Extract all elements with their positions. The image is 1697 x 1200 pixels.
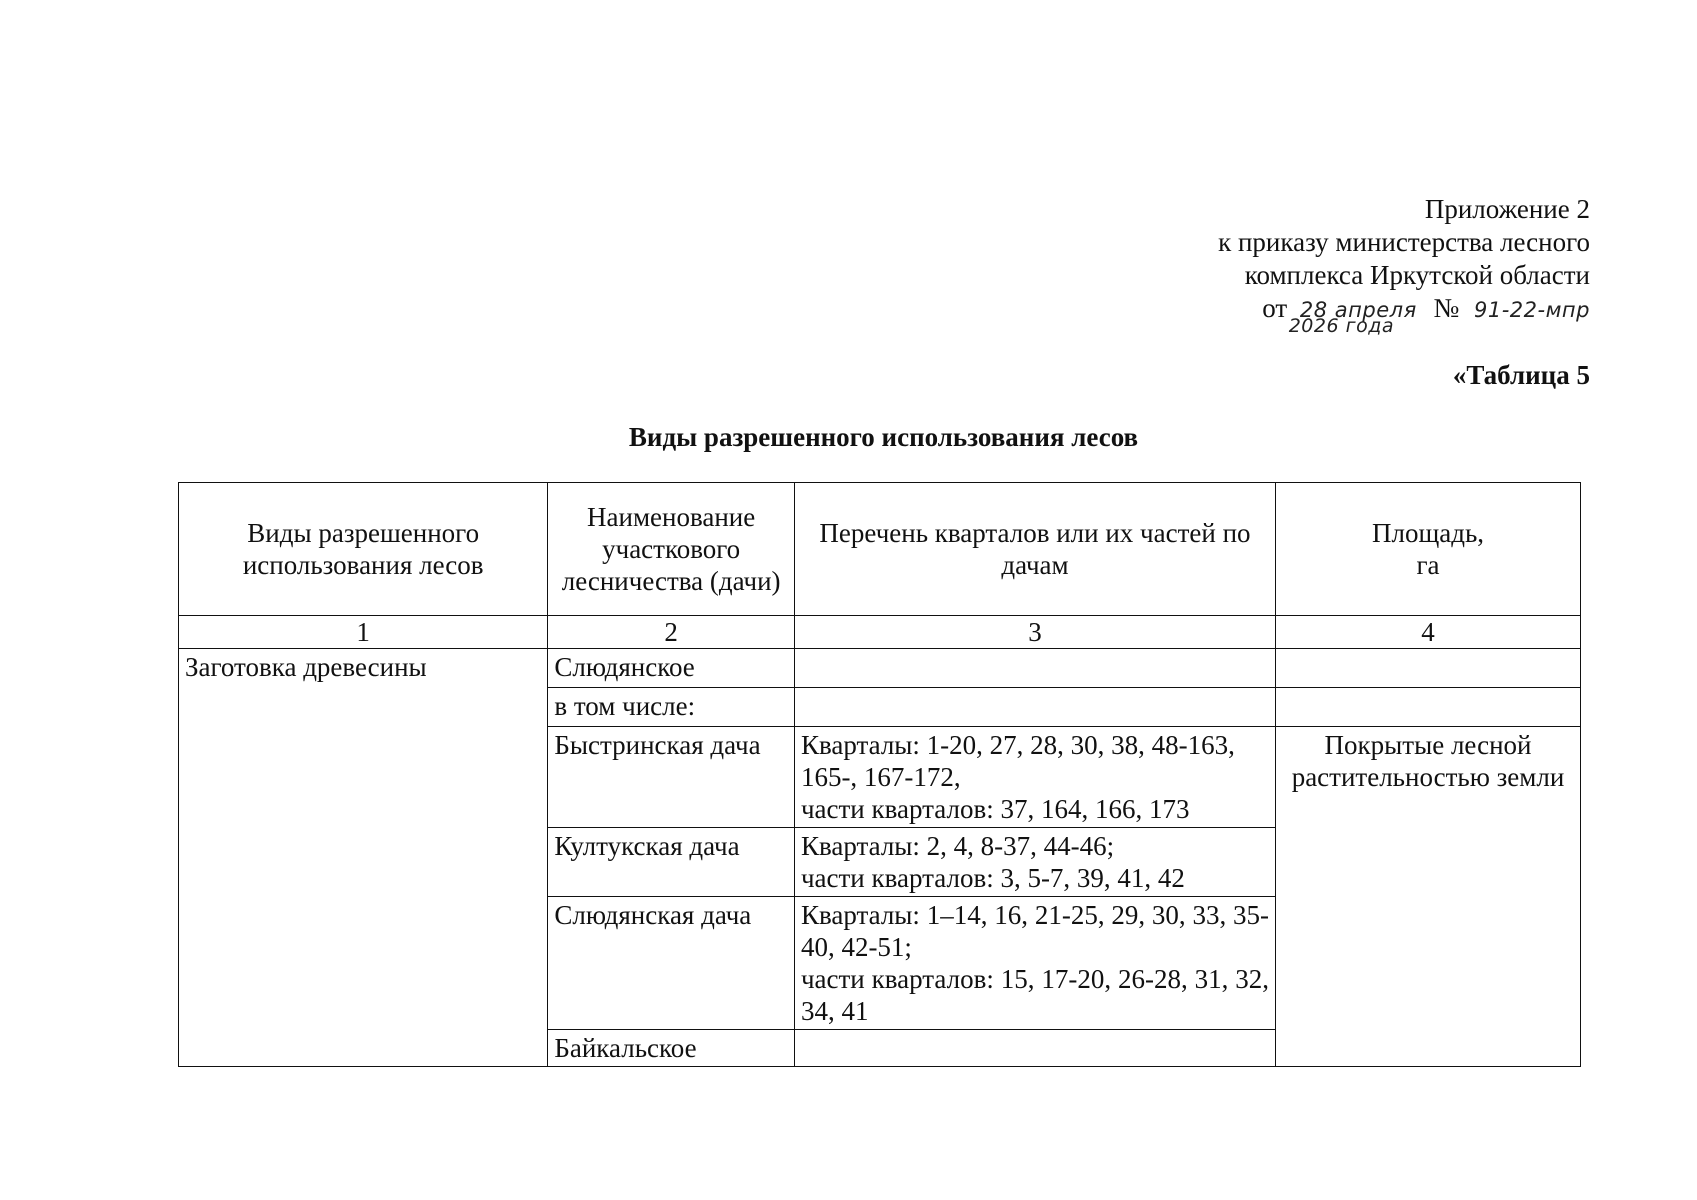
- forestry-cell: Быстринская дача: [548, 727, 795, 828]
- quarters-cell: Кварталы: 1-20, 27, 28, 30, 38, 48-163, 165-, 167-172, части кварталов: 37, 164, 166, 173: [794, 727, 1275, 828]
- handwritten-year: 2026 года: [1288, 315, 1394, 337]
- usage-type-cell: Заготовка древесины: [179, 649, 548, 1067]
- area-cell-empty: [1276, 649, 1581, 688]
- from-prefix: от: [1262, 293, 1288, 323]
- area-cell-empty: [1276, 688, 1581, 727]
- order-reference: к приказу министерства лесного: [1218, 227, 1590, 257]
- column-number: 3: [794, 616, 1275, 649]
- header-row: [179, 483, 1581, 616]
- appendix-label: Приложение 2: [1424, 194, 1590, 224]
- forestry-cell: Култукская дача: [548, 828, 795, 897]
- handwritten-date: 28 апреля: [1299, 298, 1417, 322]
- quarters-cell: Кварталы: 2, 4, 8-37, 44-46; части кварталов: 3, 5-7, 39, 41, 42: [794, 828, 1275, 897]
- number-sign: №: [1433, 293, 1460, 323]
- quarters-cell: [794, 688, 1275, 727]
- column-number: 2: [548, 616, 795, 649]
- forestry-cell: Слюдянская дача: [548, 897, 795, 1030]
- column-number: 1: [179, 616, 548, 649]
- forestry-cell: Байкальское: [548, 1030, 795, 1067]
- quarters-cell: [794, 649, 1275, 688]
- header-usage-type: Виды разрешенного использования лесов: [179, 483, 548, 616]
- quarters-cell: Кварталы: 1–14, 16, 21-25, 29, 30, 33, 35-40, 42-51; части кварталов: 15, 17-20, 26-28, 31, 32, 34, 41: [794, 897, 1275, 1030]
- forestry-cell: в том числе:: [548, 688, 795, 727]
- table-row: [179, 649, 1581, 688]
- forestry-cell: Слюдянское: [548, 649, 795, 688]
- quarters-cell: [794, 1030, 1275, 1067]
- header-area: Площадь, га: [1276, 483, 1581, 616]
- handwritten-number: 91-22-мпр: [1473, 298, 1590, 322]
- ministry-name: комплекса Иркутской области: [1244, 260, 1590, 290]
- header-forestry: Наименование участкового лесничества (дачи): [548, 483, 795, 616]
- table-label: «Таблица 5: [1452, 360, 1590, 390]
- column-number-row: [179, 616, 1581, 649]
- header-quarters: Перечень кварталов или их частей по дачам: [794, 483, 1275, 616]
- column-number: 4: [1276, 616, 1581, 649]
- approval-block: [1030, 193, 1590, 337]
- area-note-cell: Покрытые лесной растительностью земли: [1276, 727, 1581, 1067]
- forest-use-table: [178, 482, 1581, 1067]
- table-title: Виды разрешенного использования лесов: [628, 422, 1139, 452]
